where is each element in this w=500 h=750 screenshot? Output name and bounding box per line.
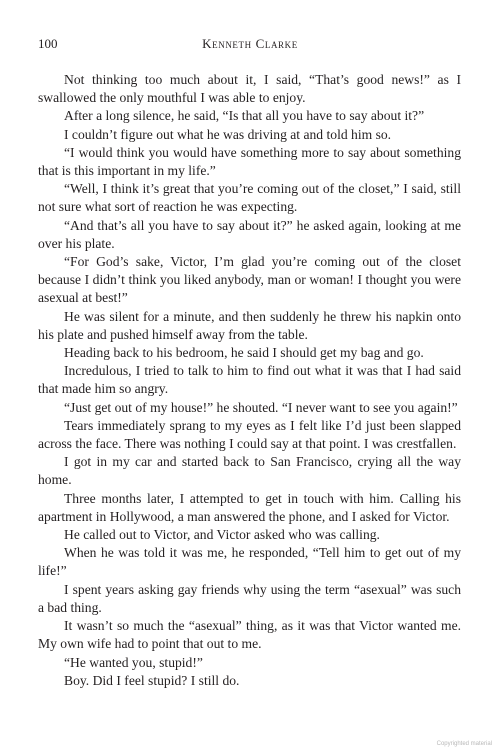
paragraph: “Just get out of my house!” he shouted. “I never want to see you again!” [64,399,458,415]
paragraph: I couldn’t figure out what he was driving at and told him so. [64,126,392,142]
paragraph: “Well, I think it’s great that you’re coming out of the closet,” I said, still not sure what sort of reaction he was expecting. [38,181,461,215]
running-title: Kenneth Clarke [202,36,298,51]
paragraph: He called out to Victor, and Victor asked who was calling. [64,527,380,543]
body-text [38,71,461,690]
paragraph: He was silent for a minute, and then suddenly he threw his napkin onto his plate and pushed himself away from the table. [38,308,461,342]
paragraph: Tears immediately sprang to my eyes as I felt like I’d just been slapped across the face. There was nothing I could say at that point. I was crestfallen. [38,417,461,452]
paragraph: “He wanted you, stupid!” [64,654,203,670]
paragraph: It wasn’t so much the “asexual” thing, as it was that Victor wanted me. My own wife had to point that out to me. [38,618,461,652]
copyright-watermark: Copyrighted material [436,741,492,747]
paragraph: Incredulous, I tried to talk to him to find out what it was that I had said that made him so angry. [38,363,461,397]
paragraph: “And that’s all you have to say about it?” he asked again, looking at me over his plate. [38,217,461,251]
paragraph: Not thinking too much about it, I said, “That’s good news!” as I swallowed the only mouthful I was able to enjoy. [38,72,461,106]
paragraph: Heading back to his bedroom, he said I should get my bag and go. [64,345,424,361]
paragraph: When he was told it was me, he responded, “Tell him to get out of my life!” [38,545,461,579]
paragraph: “I would think you would have something more to say about something that is this important in my life.” [38,144,461,179]
paragraph: “For God’s sake, Victor, I’m glad you’re coming out of the closet because I didn’t think you liked anybody, man or woman! I thought you were asexual at best!” [38,254,461,306]
paragraph: Boy. Did I feel stupid? I still do. [64,672,240,688]
paragraph: I spent years asking gay friends why using the term “asexual” was such a bad thing. [38,581,461,615]
paragraph: Three months later, I attempted to get in touch with him. Calling his apartment in Hollywood, a man answered the phone, and I asked for Victor. [38,490,461,524]
page-number: 100 [38,36,58,51]
paragraph: After a long silence, he said, “Is that all you have to say about it?” [64,108,425,124]
running-head [38,36,462,52]
paragraph: I got in my car and started back to San Francisco, crying all the way home. [38,454,461,488]
